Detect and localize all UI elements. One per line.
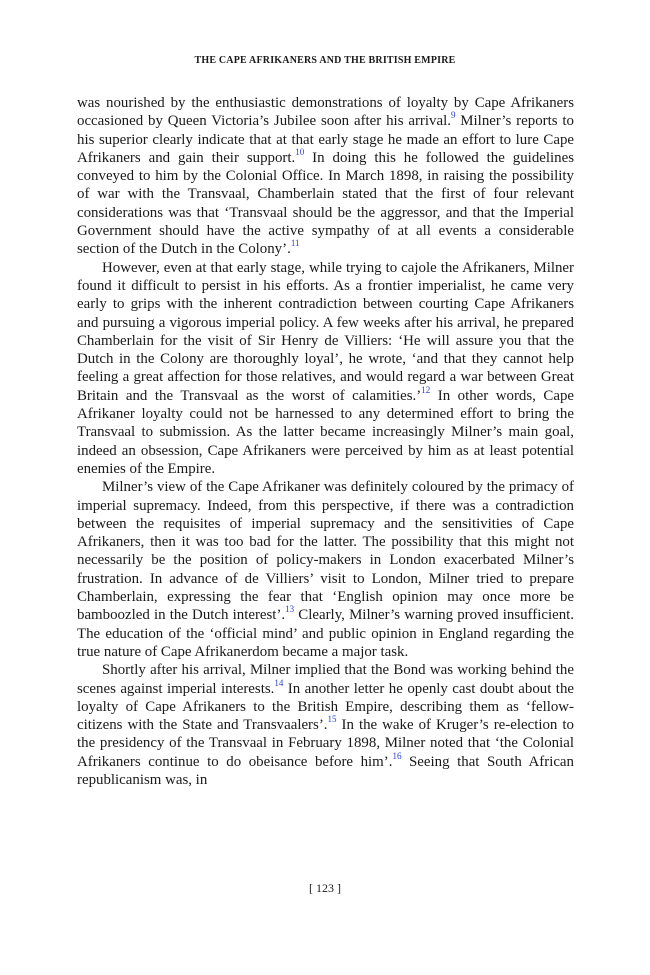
body-text <box>77 94 574 789</box>
footnote-ref[interactable]: 12 <box>421 384 431 395</box>
text-run: However, even at that early stage, while trying to cajole the Afrikaners, Milner found it difficult to persist in his efforts. As a frontier imperialist, he came very early to grips with the inherent contradiction between courting Cape Afrikaners and pursuing a vigorous imperial policy. A few weeks after his arrival, he prepared Chamberlain for the visit of Sir Henry de Villiers: ‘He will assure you that the Dutch in the Colony are thoroughly loyal’, he wrote, ‘and that they cannot help feeling a great affection for those relatives, and would regard a war between Great Britain and the Transvaal as the worst of calamities.’ <box>77 259 574 404</box>
text-run: Milner’s view of the Cape Afrikaner was definitely coloured by the primacy of imperial supremacy. Indeed, from this perspective, if there was a contradiction between the requisites of imperial supremacy and the sensitivities of Cape Afrikaners, then it was too bad for the latter. The possibility that this might not necessarily be the position of policy-makers in London exacerbated Milner’s frustration. In advance of de Villiers’ visit to London, Milner tried to prepare Chamberlain, expressing the fear that ‘English opinion may once more be bamboozled in the Dutch interest’. <box>77 479 574 624</box>
footnote-ref[interactable]: 11 <box>290 238 300 249</box>
footnote-ref[interactable]: 10 <box>295 146 305 157</box>
footnote-ref[interactable]: 14 <box>274 677 284 688</box>
paragraph <box>77 661 574 789</box>
footnote-ref[interactable]: 9 <box>450 110 456 121</box>
footnote-ref[interactable]: 16 <box>392 750 402 761</box>
paragraph <box>77 94 574 259</box>
text-run: In the wake of Kruger’s re-election to the presidency of the Transvaal in February 1898, Milner noted that ‘the Colonial Afrikaners continue to do obeisance before him’. <box>77 717 574 770</box>
running-head: THE CAPE AFRIKANERS AND THE BRITISH EMPIRE <box>194 55 456 66</box>
paragraph <box>77 259 574 479</box>
text-run: Seeing that South African republicanism was, in <box>77 753 574 788</box>
text-run: Milner’s reports to his superior clearly indicate that at that early stage he made an effort to lure Cape Afrikaners and gain their support. <box>77 113 574 166</box>
text-run: In other words, Cape Afrikaner loyalty could not be harnessed to any determined effort to bring the Transvaal to submission. As the latter became increasingly Milner’s main goal, indeed an obsession, Cape Afrikaners were perceived by him as at least potential enemies of the Empire. <box>77 387 574 477</box>
text-run: In another letter he openly cast doubt about the loyalty of Cape Afrikaners to the British Empire, describing them as ‘fellow-citizens with the State and Transvaalers’. <box>77 680 574 734</box>
text-run: In doing this he followed the guidelines conveyed to him by the Colonial Office. In March 1898, in raising the possibility of war with the Transvaal, Chamberlain stated that the first of four relevant considerations was that ‘Transvaal should be the aggressor, and that the Imperial Government should have the active sympathy of at all events a considerable section of the Dutch in the Colony’. <box>77 149 574 258</box>
footnote-ref[interactable]: 13 <box>285 604 295 615</box>
text-run: Shortly after his arrival, Milner implied that the Bond was working behind the scenes against imperial interests. <box>77 662 574 697</box>
text-run: was nourished by the enthusiastic demonstrations of loyalty by Cape Afrikaners occasioned by Queen Victoria’s Jubilee soon after his arrival. <box>77 95 574 130</box>
text-run: Clearly, Milner’s warning proved insufficient. The education of the ‘official mind’ and public opinion in England regarding the true nature of Cape Afrikanerdom became a major task. <box>77 607 575 660</box>
page-number: [ 123 ] <box>309 881 341 895</box>
footnote-ref[interactable]: 15 <box>327 714 337 725</box>
paragraph <box>77 478 574 661</box>
